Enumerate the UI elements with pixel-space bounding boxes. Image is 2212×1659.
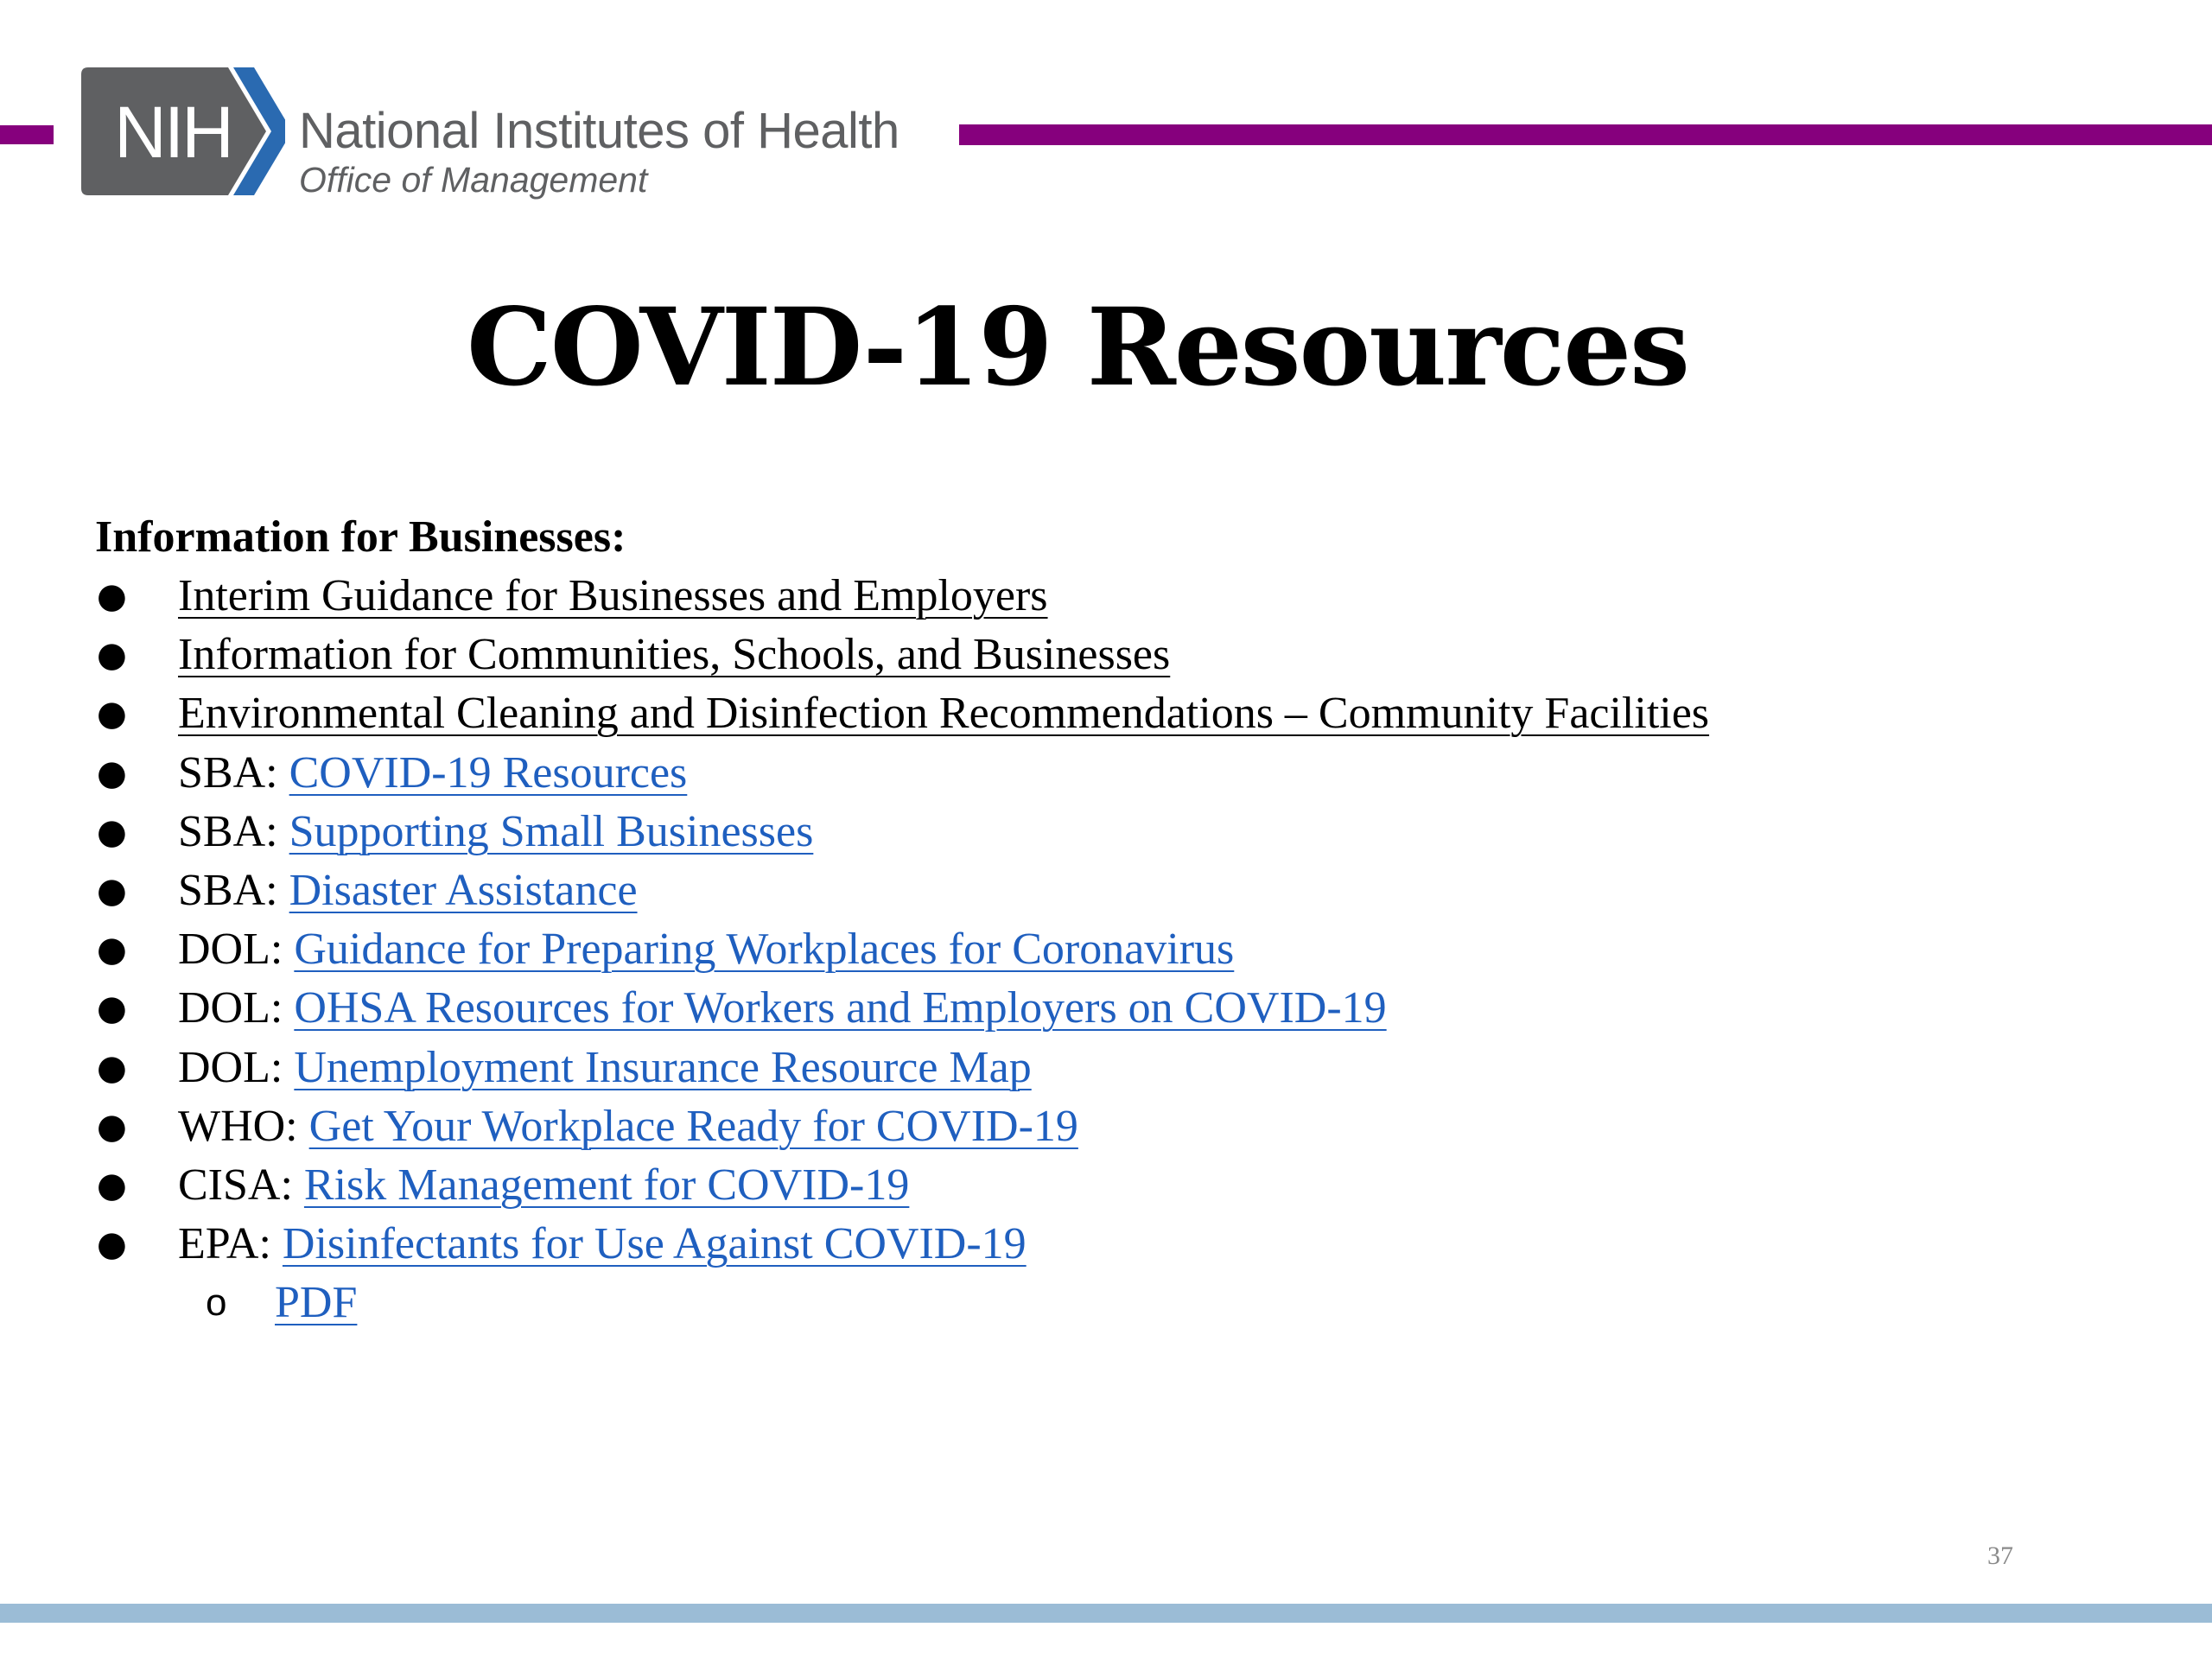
bullet-icon: ●	[97, 1224, 127, 1265]
item-prefix: DOL:	[178, 1042, 295, 1092]
nih-logo	[81, 67, 285, 195]
page-title: COVID-19 Resources	[467, 285, 1688, 410]
list-item	[95, 744, 2082, 803]
resource-link[interactable]: Unemployment Insurance Resource Map	[294, 1042, 1032, 1092]
list-item	[95, 861, 2082, 920]
content	[95, 508, 2082, 1332]
org-subtitle: Office of Management	[299, 160, 648, 200]
list-item	[95, 684, 2082, 743]
list-item	[95, 1039, 2082, 1097]
resource-link[interactable]: COVID-19 Resources	[289, 747, 688, 798]
item-prefix: WHO:	[178, 1101, 309, 1151]
bullet-icon: ●	[97, 811, 127, 852]
bullet-icon: ●	[97, 753, 127, 793]
bullet-icon: ●	[97, 635, 127, 676]
item-prefix: DOL:	[178, 925, 295, 975]
item-prefix: SBA:	[178, 806, 289, 856]
bullet-icon: ●	[97, 1165, 127, 1205]
resource-link[interactable]: Disinfectants for Use Against COVID-19	[282, 1219, 1027, 1269]
item-prefix: SBA:	[178, 747, 289, 798]
org-name: National Institutes of Health	[299, 103, 899, 159]
item-prefix: EPA:	[178, 1219, 283, 1269]
header-bar-left	[0, 125, 54, 144]
resource-list	[95, 567, 2082, 1332]
item-prefix: SBA:	[178, 865, 289, 915]
list-item	[95, 803, 2082, 861]
list-item	[95, 1215, 2082, 1274]
list-item	[95, 920, 2082, 979]
bullet-icon: ●	[97, 1106, 127, 1147]
list-item	[95, 1097, 2082, 1156]
header-bar-right	[959, 124, 2212, 145]
resource-link[interactable]: Environmental Cleaning and Disinfection Recommendations – Community Facilities	[178, 689, 1710, 739]
circle-bullet-icon: o	[206, 1281, 227, 1325]
bullet-icon: ●	[97, 694, 127, 734]
resource-link[interactable]: Information for Communities, Schools, and Businesses	[178, 630, 1171, 680]
resource-link[interactable]: Disaster Assistance	[289, 865, 638, 915]
list-item	[95, 626, 2082, 684]
list-item	[95, 1156, 2082, 1215]
list-item	[95, 567, 2082, 626]
resource-link[interactable]: Get Your Workplace Ready for COVID-19	[308, 1101, 1078, 1151]
bullet-icon: ●	[97, 576, 127, 616]
footer-bar	[0, 1604, 2212, 1623]
resource-link[interactable]: OHSA Resources for Workers and Employers on COVID-19	[294, 983, 1387, 1033]
resource-link[interactable]: Guidance for Preparing Workplaces for Coronavirus	[294, 925, 1235, 975]
bullet-icon: ●	[97, 988, 127, 1029]
bullet-icon: ●	[97, 870, 127, 911]
resource-link[interactable]: Supporting Small Businesses	[289, 806, 814, 856]
bullet-icon: ●	[97, 1047, 127, 1088]
item-prefix: DOL:	[178, 983, 295, 1033]
bullet-icon: ●	[97, 930, 127, 970]
logo-text: NIH	[114, 92, 232, 173]
pdf-link[interactable]: PDF	[275, 1278, 358, 1328]
sub-list-item	[95, 1274, 2082, 1332]
resource-link[interactable]: Risk Management for COVID-19	[303, 1160, 910, 1210]
section-heading: Information for Businesses:	[95, 512, 626, 562]
resource-link[interactable]: Interim Guidance for Businesses and Employers	[178, 571, 1048, 620]
list-item	[95, 979, 2082, 1038]
item-prefix: CISA:	[178, 1160, 304, 1210]
page-number: 37	[1987, 1541, 2013, 1570]
